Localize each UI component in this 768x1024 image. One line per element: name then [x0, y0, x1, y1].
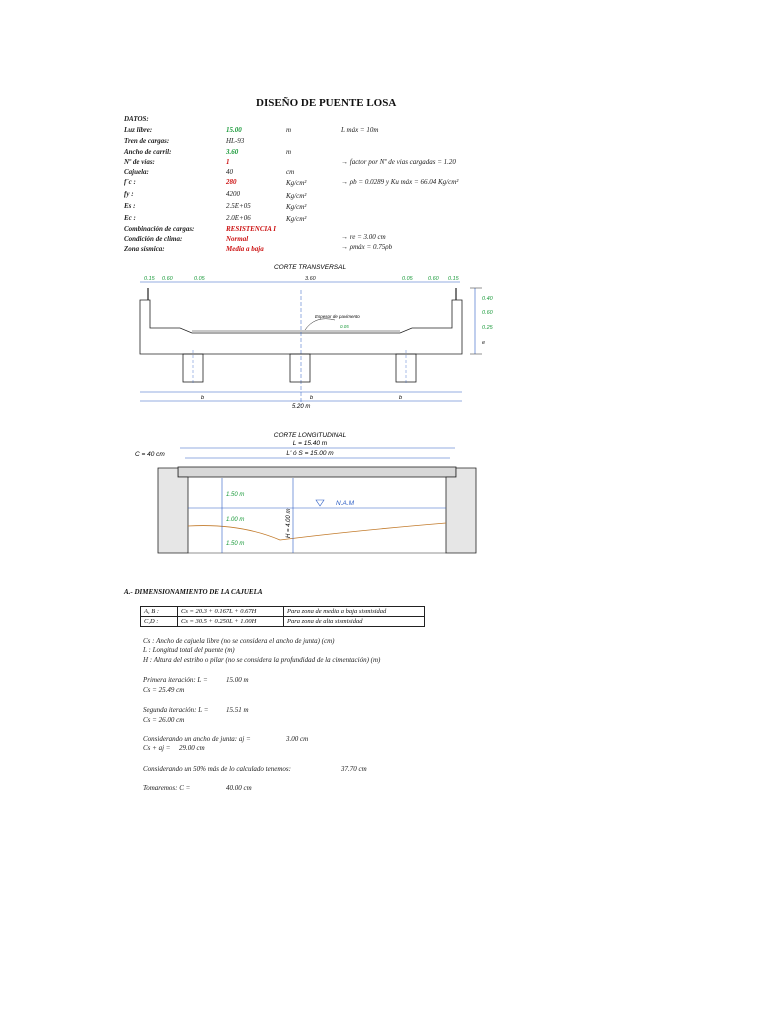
datos-unit: m — [286, 126, 292, 134]
datos-value: Normal — [226, 235, 249, 243]
datos-unit: cm — [286, 168, 295, 176]
b-label: b — [399, 395, 403, 401]
total-width: 5.20 m — [292, 404, 311, 410]
datos-label: Ec : — [124, 214, 136, 222]
table-cell: C,D : — [141, 617, 178, 627]
dim-right: e — [482, 340, 486, 346]
datos-label: Combinación de cargas: — [124, 225, 195, 233]
datos-note: → factor por Nº de vias cargadas = 1.20 — [341, 158, 456, 166]
dim-top: 0.15 — [144, 276, 155, 282]
height-dim: 1.00 m — [226, 517, 245, 523]
datos-value: 2.5E+05 — [226, 202, 251, 210]
csaj-value: 29.00 cm — [179, 744, 205, 752]
datos-note: → re = 3.00 cm — [341, 233, 386, 241]
datos-unit: Kg/cm² — [286, 215, 307, 223]
section-a-title: A.- DIMENSIONAMIENTO DE LA CAJUELA — [124, 588, 263, 596]
cons50-value: 37.70 cm — [341, 765, 367, 773]
cajuela-formula-table — [140, 606, 425, 627]
tomar-label: Tomaremos: C = — [143, 784, 191, 792]
datos-note: → ρmáx = 0.75ρb — [341, 243, 393, 251]
junta-value: 3.00 cm — [286, 735, 309, 743]
table-cell: Cs = 20.3 + 0.167L + 0.67H — [178, 607, 284, 617]
definition-cs: Cs : Ancho de cajuela libre (no se considera el ancho de junta) (cm) — [143, 637, 335, 645]
iter2-label: Segunda iteración: L = — [143, 706, 209, 714]
pavement-label: Espesor de pavimento — [315, 314, 360, 319]
b-label: b — [201, 395, 205, 401]
datos-unit: Kg/cm² — [286, 203, 307, 211]
datos-note: → ρb = 0.0289 y Ku máx = 66.04 Kg/cm² — [341, 178, 459, 186]
corte-longitudinal-drawing — [130, 428, 500, 578]
pavement-value: 0.05 — [340, 324, 349, 329]
datos-value: Media a baja — [226, 245, 264, 253]
junta-label: Considerando un ancho de junta: aj = — [143, 735, 251, 743]
dim-top: 0.15 — [448, 276, 459, 282]
table-cell: Para zona de media a baja sismisidad — [284, 607, 425, 617]
dim-right: 0.25 — [482, 325, 493, 331]
length-Lp: L' ó S = 15.00 m — [286, 450, 334, 457]
b-label: b — [310, 395, 314, 401]
iter1-cs: Cs = 25.49 cm — [143, 686, 185, 694]
datos-unit: m — [286, 148, 292, 156]
nam-label: N.A.M — [336, 500, 355, 507]
dim-right: 0.60 — [482, 310, 493, 316]
datos-label: Condición de clima: — [124, 235, 183, 243]
table-cell: A, B : — [141, 607, 178, 617]
datos-label: Es : — [124, 202, 136, 210]
table-cell: Cs = 30.5 + 0.250L + 1.00H — [178, 617, 284, 627]
datos-label: Nº de vías: — [124, 158, 155, 166]
datos-label: f´c : — [124, 178, 136, 186]
table-row — [141, 607, 425, 617]
height-dim: 1.50 m — [226, 492, 245, 498]
datos-header: DATOS: — [124, 115, 149, 123]
datos-label: Tren de cargas: — [124, 137, 170, 145]
dim-right: 0.40 — [482, 296, 493, 302]
iter1-label: Primera iteración: L = — [143, 676, 208, 684]
corte-longitudinal-title: CORTE LONGITUDINAL — [273, 432, 347, 439]
datos-value: 40 — [226, 168, 233, 176]
cons50-label: Considerando un 50% más de lo calculado tenemos: — [143, 765, 291, 773]
datos-label: Zona sísmica: — [124, 245, 165, 253]
datos-unit: Kg/cm² — [286, 192, 307, 200]
page-title: DISEÑO DE PUENTE LOSA — [256, 97, 397, 109]
table-row — [141, 617, 425, 627]
datos-label: Luz libre: — [124, 126, 153, 134]
table-cell: Para zona de alta sismisidad — [284, 617, 425, 627]
iter1-value: 15.00 m — [226, 676, 249, 684]
dim-top: 0.05 — [194, 276, 205, 282]
height-dim: 1.50 m — [226, 541, 245, 547]
cajuela-C: C = 40 cm — [135, 451, 165, 458]
dim-top: 0.60 — [428, 276, 439, 282]
datos-label: Cajuela: — [124, 168, 149, 176]
datos-value: 3.60 — [226, 148, 239, 156]
datos-value: RESISTENCIA I — [226, 225, 276, 233]
datos-value: HL-93 — [226, 137, 245, 145]
corte-transversal-drawing — [130, 260, 500, 415]
datos-value: 4200 — [226, 190, 240, 198]
dim-top: 0.60 — [162, 276, 173, 282]
datos-value: 1 — [226, 158, 230, 166]
datos-label: Ancho de carril: — [124, 148, 172, 156]
dim-top: 3.60 — [305, 276, 316, 282]
definition-l: L : Longitud total del puente (m) — [143, 646, 235, 654]
csaj-label: Cs + aj = — [143, 744, 171, 752]
tomar-value: 40.00 cm — [226, 784, 252, 792]
iter2-cs: Cs = 26.00 cm — [143, 716, 185, 724]
dim-top: 0.05 — [402, 276, 413, 282]
datos-unit: Kg/cm² — [286, 179, 307, 187]
height-H: H = 4.00 m — [286, 508, 292, 538]
corte-transversal-title: CORTE TRANSVERSAL — [273, 264, 347, 271]
datos-value: 2.0E+06 — [226, 214, 251, 222]
definition-h: H : Altura del estribo o pilar (no se considera la profundidad de la cimentación) (m) — [143, 656, 381, 664]
datos-label: fy : — [124, 190, 134, 198]
datos-note: L máx = 10m — [341, 126, 379, 134]
datos-value: 280 — [226, 178, 237, 186]
datos-value: 15.00 — [226, 126, 242, 134]
iter2-value: 15.51 m — [226, 706, 249, 714]
length-L: L = 15.40 m — [292, 440, 328, 447]
